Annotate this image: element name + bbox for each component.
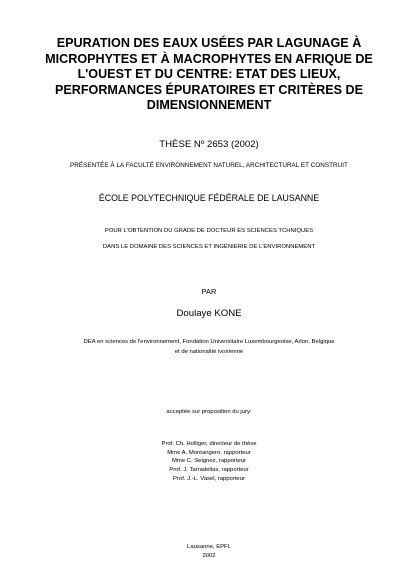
year: 2002 xyxy=(202,552,216,559)
degree-purpose xyxy=(0,224,418,255)
title-line: PERFORMANCES ÉPURATOIRES ET CRITÈRES DE xyxy=(54,82,364,97)
jury-list xyxy=(0,440,418,484)
credentials-line: et de nationalité ivoirienne xyxy=(174,348,244,355)
author-name: Doulaye KONE xyxy=(176,308,242,319)
title-line: DIMENSIONNEMENT xyxy=(146,98,272,113)
place: Lausanne, EPFL xyxy=(187,544,231,550)
jury-member: Prof. J. Tarradellas, rapporteur xyxy=(169,467,249,474)
jury-member: Mme A. Montangero, rapporteur xyxy=(167,449,251,456)
par-label: PAR xyxy=(201,287,217,296)
jury-member: Prof. Ch. Holliger, directeur de thèse xyxy=(161,441,257,447)
title-line: L'OUEST ET DU CENTRE: ETAT DES LIEUX, xyxy=(77,67,341,82)
credentials-line: DEA en sciences de l'environnement, Fondation Universitaire Luxembourgeoise, Arlon, Belgique xyxy=(83,339,335,345)
jury-member: Mme C. Seignez, rapporteur xyxy=(172,458,246,465)
faculty-statement: PRÉSENTÉE À LA FACULTÉ ENVIRONNEMENT NATUREL, ARCHITECTURAL ET CONSTRUIT xyxy=(70,162,348,169)
thesis-title xyxy=(18,36,400,114)
thesis-number: THÈSE Nº 2653 (2002) xyxy=(159,139,259,150)
title-line: EPURATION DES EAUX USÉES PAR LAGUNAGE À xyxy=(56,36,362,50)
school-name: ÉCOLE POLYTECHNIQUE FÉDÉRALE DE LAUSANNE xyxy=(98,193,320,203)
jury-member: Prof. J.-L. Vasel, rapporteur xyxy=(173,475,245,482)
author-credentials xyxy=(44,338,374,357)
purpose-line: DANS LE DOMAINE DES SCIENCES ET INGÉNIERIE DE L'ENVIRONNEMENT xyxy=(102,243,316,250)
place-and-year xyxy=(0,543,418,560)
title-line: MICROPHYTES ET À MACROPHYTES EN AFRIQUE DE xyxy=(45,51,373,66)
jury-intro: acceptée sur proposition du jury: xyxy=(166,409,252,415)
purpose-line: POUR L'OBTENTION DU GRADE DE DOCTEUR ÈS SCIENCES TCHNIQUES xyxy=(104,228,314,234)
